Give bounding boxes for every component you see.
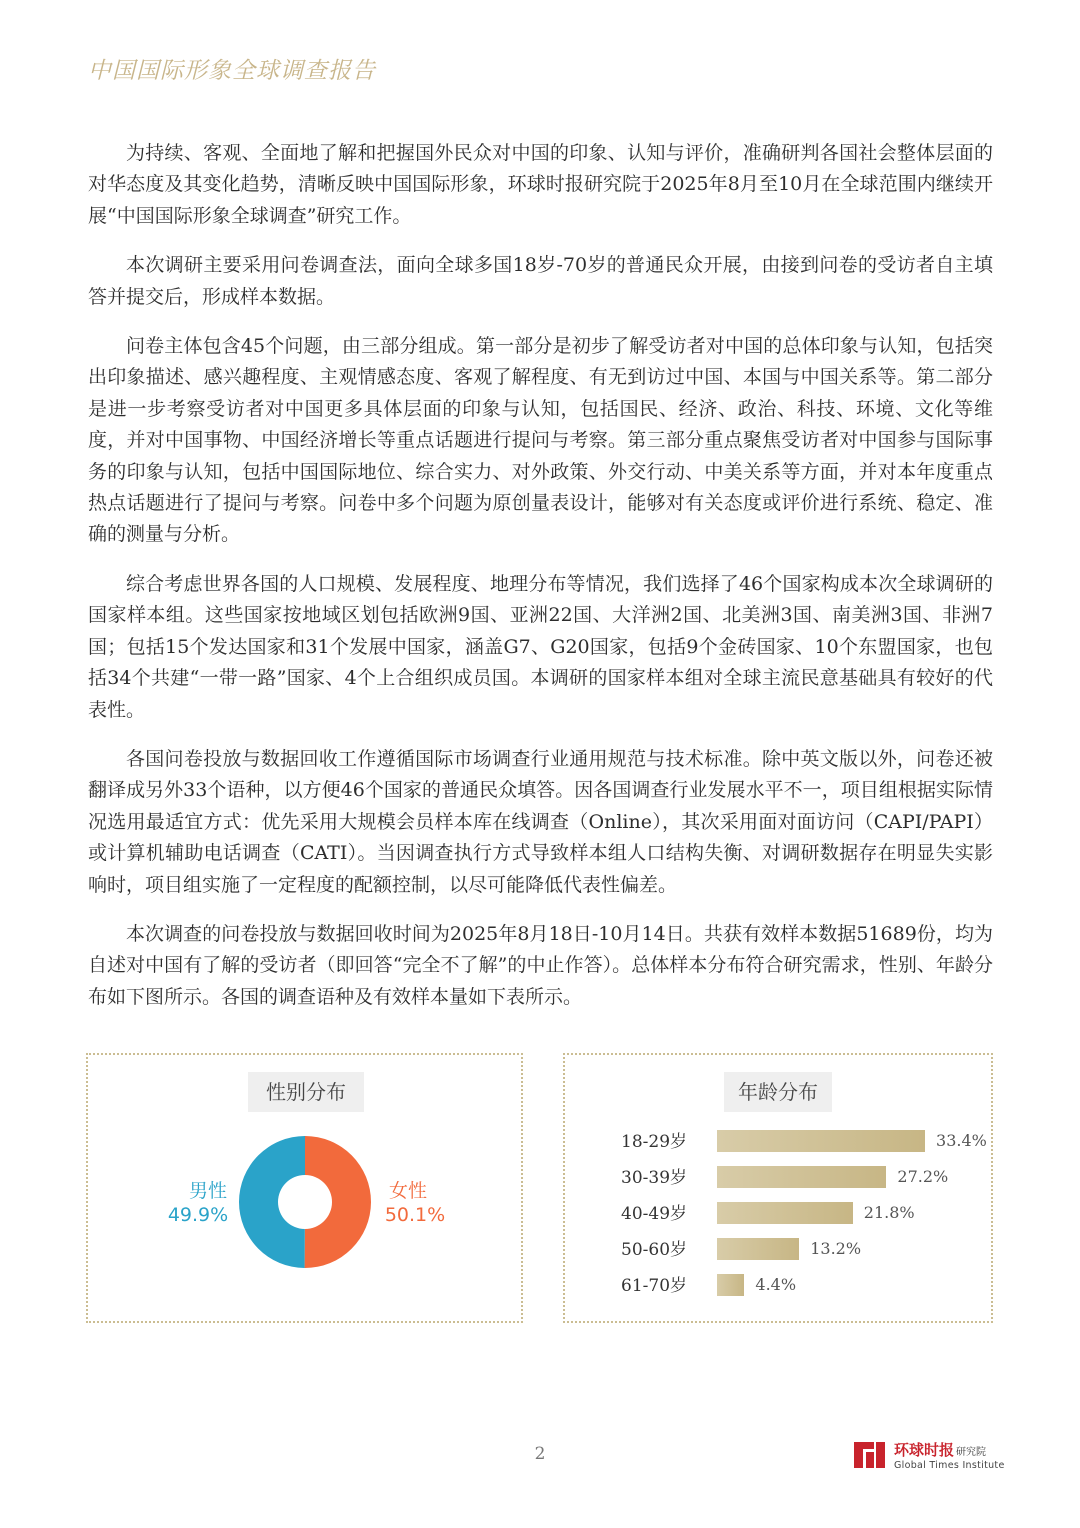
female-label: 女性: [388, 1180, 428, 1202]
age-bar: [717, 1238, 799, 1260]
age-bar: [717, 1130, 925, 1152]
paragraph-sample-countries: 综合考虑世界各国的人口规模、发展程度、地理分布等情况，我们选择了46个国家构成本次全球调研的国家样本组。这些国家按地域区划包括欧洲9国、亚洲22国、大洋洲2国、北美洲3国、南美洲3国、非洲7国；包括15个发达国家和31个发展中国家，涵盖G7、G20国家，包括9个金砖国家、10个东盟国家，也包括34个共建“一带一路”国家、4个上合组织成员国。本调研的国家样本组对全球主流民意基础具有较好的代表性。: [88, 572, 993, 721]
logo-cn-suffix: 研究院: [956, 1447, 987, 1458]
global-times-institute-logo: [852, 1438, 1005, 1478]
age-category-label: 30-39岁: [621, 1168, 688, 1188]
logo-english-name: Global Times Institute: [894, 1460, 1005, 1471]
report-body: [88, 138, 993, 1031]
logo-cn-main: 环球时报: [894, 1441, 955, 1459]
age-value-label: 13.2%: [810, 1239, 862, 1258]
age-distribution-chart: [563, 1053, 993, 1323]
age-bar-row: [565, 1238, 985, 1262]
age-category-label: 61-70岁: [621, 1276, 688, 1296]
age-value-label: 4.4%: [755, 1275, 797, 1294]
gender-distribution-chart: [86, 1053, 523, 1323]
age-category-label: 50-60岁: [621, 1240, 688, 1260]
age-category-label: 18-29岁: [621, 1132, 688, 1152]
age-bar: [717, 1274, 744, 1296]
paragraph-intro: 为持续、客观、全面地了解和把握国外民众对中国的印象、认知与评价，准确研判各国社会整体层面的对华态度及其变化趋势，清晰反映中国国际形象，环球时报研究院于2025年8月至10月在全球范围内继续开展“中国国际形象全球调查”研究工作。: [88, 142, 993, 227]
paragraph-method: 本次调研主要采用问卷调查法，面向全球多国18岁-70岁的普通民众开展，由接到问卷的受访者自主填答并提交后，形成样本数据。: [88, 254, 993, 308]
female-value-label: 50.1%: [384, 1204, 446, 1226]
logo-chinese-name: [894, 1439, 986, 1460]
age-bar-row: [565, 1202, 985, 1226]
gender-donut-svg: [88, 1055, 521, 1321]
male-label: 男性: [188, 1180, 228, 1202]
paragraph-questionnaire: 问卷主体包含45个问题，由三部分组成。第一部分是初步了解受访者对中国的总体印象与认知，包括突出印象描述、感兴趣程度、主观情感态度、客观了解程度、有无到访过中国、本国与中国关系等。第二部分是进一步考察受访者对中国更多具体层面的印象与认知，包括国民、经济、政治、科技、环境、文化等维度，并对中国事物、中国经济增长等重点话题进行提问与考察。第三部分重点聚焦受访者对中国参与国际事务的印象与认知，包括中国国际地位、综合实力、对外政策、外交行动、中美关系等方面，并对本年度重点热点话题进行了提问与考察。问卷中多个问题为原创量表设计，能够对有关态度或评价进行系统、稳定、准确的测量与分析。: [88, 335, 993, 546]
age-bar-row: [565, 1130, 985, 1154]
age-bar-row: [565, 1166, 985, 1190]
age-value-label: 27.2%: [897, 1167, 949, 1186]
age-bar: [717, 1166, 886, 1188]
age-chart-title: 年龄分布: [724, 1072, 832, 1112]
report-header-title: 中国国际形象全球调查报告: [88, 58, 376, 84]
age-bar-row: [565, 1274, 985, 1298]
female-donut-slice: [305, 1136, 371, 1268]
age-category-label: 40-49岁: [621, 1204, 688, 1224]
gender-chart-title: 性别分布: [248, 1072, 364, 1112]
male-value-label: 49.9%: [167, 1204, 229, 1226]
paragraph-data-collection: 各国问卷投放与数据回收工作遵循国际市场调查行业通用规范与技术标准。除中英文版以外，问卷还被翻译成另外33个语种，以方便46个国家的普通民众填答。因各国调查行业发展水平不一，项目组根据实际情况选用最适宜方式：优先采用大规模会员样本库在线调查（Online），其次采用面对面访问（CAPI/PAPI）或计算机辅助电话调查（CATI）。当因调查执行方式导致样本组人口结构失衡、对调研数据存在明显失实影响时，项目组实施了一定程度的配额控制，以尽可能降低代表性偏差。: [88, 747, 993, 896]
paragraph-survey-period: 本次调查的问卷投放与数据回收时间为2025年8月18日-10月14日。共获有效样本数据51689份，均为自述对中国有了解的受访者（即回答“完全不了解”的中止作答）。总体样本分布符合研究需求，性别、年龄分布如下图所示。各国的调查语种及有效样本量如下表所示。: [88, 922, 993, 1008]
age-value-label: 33.4%: [936, 1131, 987, 1150]
age-value-label: 21.8%: [863, 1203, 915, 1222]
page-number: 2: [534, 1444, 546, 1464]
age-bar: [717, 1202, 853, 1224]
logo-mark-icon: [852, 1438, 888, 1472]
male-donut-slice: [239, 1136, 305, 1268]
